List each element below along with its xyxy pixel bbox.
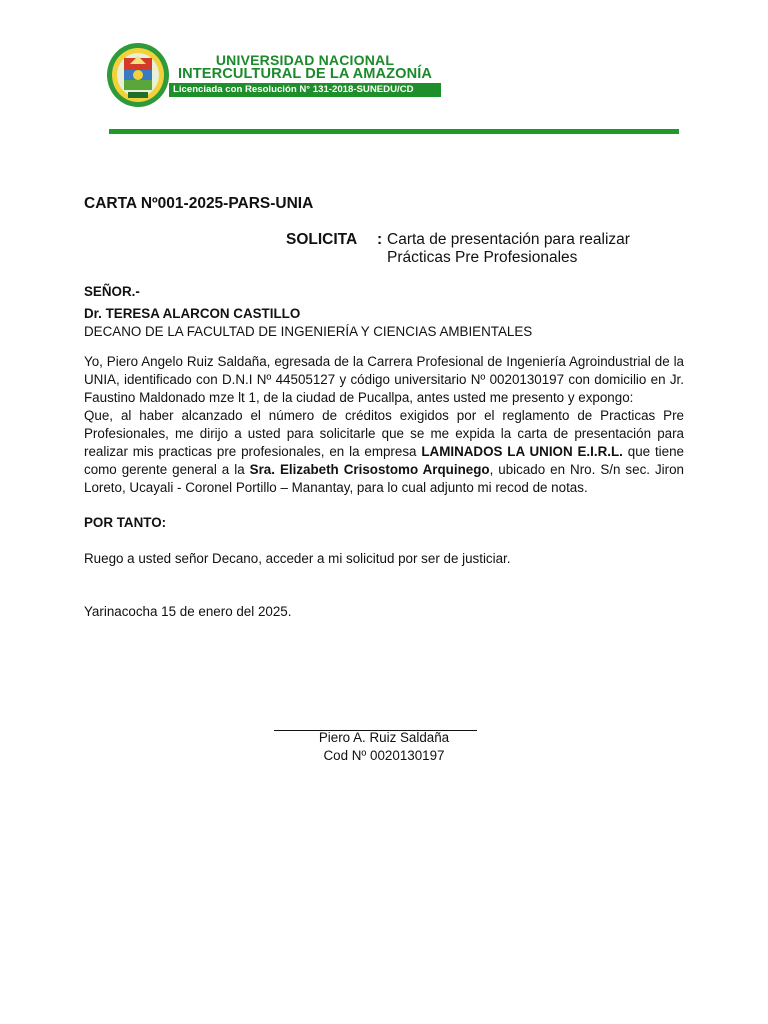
university-name-line2: INTERCULTURAL DE LA AMAZONÍA [177,66,433,82]
addressee [84,305,684,341]
letter-body [84,353,684,497]
license-banner: Licenciada con Resolución N° 131-2018-SUNEDU/CD [169,83,441,97]
letter-date: Yarinacocha 15 de enero del 2025. [84,604,292,619]
solicita-label: SOLICITA [286,231,358,248]
company-name: LAMINADOS LA UNION E.I.R.L. [421,444,623,459]
letter-code: CARTA Nº001-2025-PARS-UNIA [84,195,314,212]
header-divider [109,129,679,134]
paragraph2-part2: que tiene como gerente general a la [84,444,684,477]
salutation: SEÑOR.- [84,284,140,299]
solicita-text: Carta de presentación para realizar Prácticas Pre Profesionales [387,231,630,266]
request-sentence: Ruego a usted señor Decano, acceder a mi solicitud por ser de justiciar. [84,551,511,566]
signature-code: Cod Nº 0020130197 [323,748,445,763]
solicita-colon: : [377,231,383,248]
manager-name: Sra. Elizabeth Crisostomo Arquinego [249,462,490,477]
por-tanto-heading: POR TANTO: [84,515,167,530]
signature-name: Piero A. Ruiz Saldaña [318,730,450,745]
addressee-title: DECANO DE LA FACULTAD DE INGENIERÍA Y CIENCIAS AMBIENTALES [84,324,533,339]
university-name-line1: UNIVERSIDAD NACIONAL [215,52,395,68]
paragraph2-part3: , ubicado en Nro. S/n sec. Jiron Loreto, Ucayali - Coronel Portillo – Manantay, para lo cual adjunto mi recod de notas. [84,462,684,495]
addressee-name: Dr. TERESA ALARCON CASTILLO [84,306,301,321]
university-seal-icon [106,42,170,108]
body-paragraph-2 [84,407,684,497]
letterhead [106,42,446,110]
body-paragraph-1: Yo, Piero Angelo Ruiz Saldaña, egresada de la Carrera Profesional de Ingeniería Agroindustrial de la UNIA, identificado con D.N.I Nº 44505127 y código universitario Nº 0020130197 con domicilio en Jr. Faustino Maldonado mze lt 1, de la ciudad de Pucallpa, antes usted me presento y expongo: [84,354,684,405]
paragraph2-part1: Que, al haber alcanzado el número de créditos exigidos por el reglamento de Practicas Pre Profesionales, me dirijo a usted para solicitarle que se me expida la carta de presentación para realizar mis practicas pre profesionales, en la empresa [84,408,684,459]
